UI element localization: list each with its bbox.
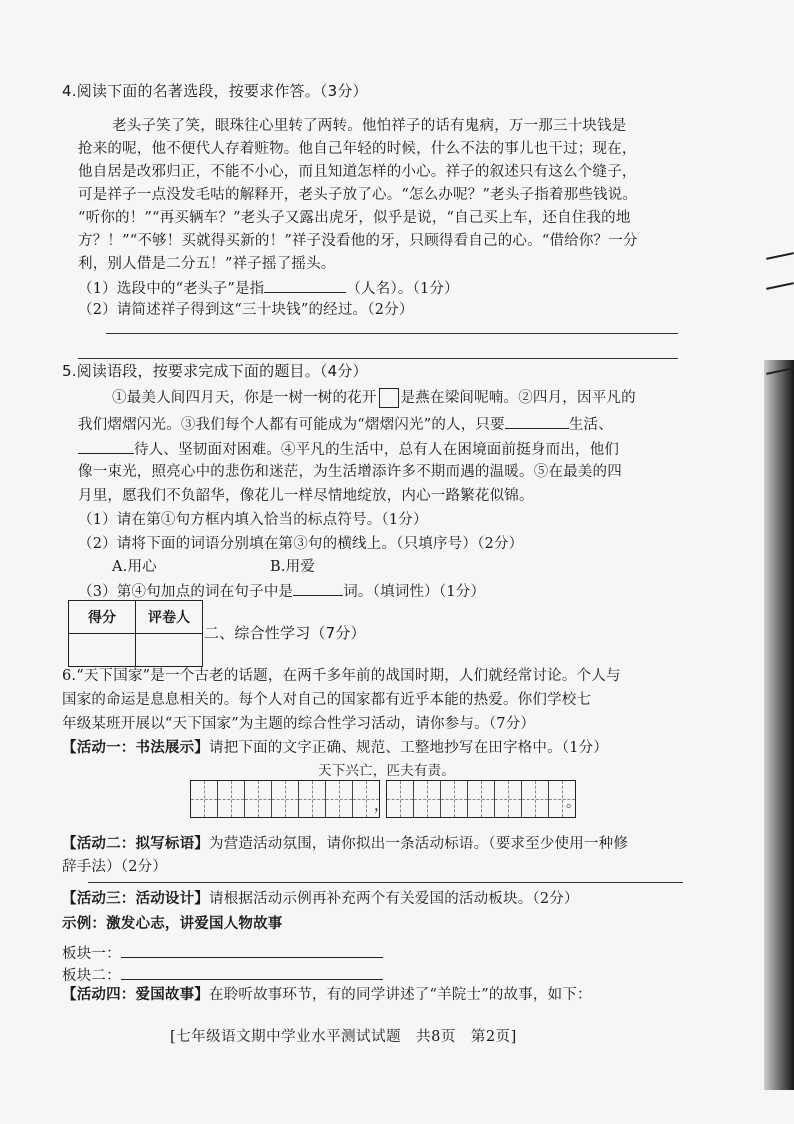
scan-mark	[766, 252, 794, 260]
block-2-blank[interactable]	[121, 963, 383, 980]
tianzige-grid[interactable]	[190, 780, 380, 818]
grid-period: 。	[566, 795, 581, 811]
block-1-label: 板块一：	[62, 946, 121, 962]
q5-blank[interactable]	[78, 437, 134, 454]
activity-2-text: 为营造活动氛围，请你拟出一条活动标语。（要求至少使用一种修	[209, 836, 629, 852]
q4-passage-line: 抢来的呢，他不便代人存着赃物。他自己年轻的时候，什么不法的事儿也干过；现在，	[78, 141, 637, 157]
page-footer: [七年级语文期中学业水平测试试题 共8页 第2页]	[170, 1029, 517, 1045]
q5-line2-suffix: 生活、	[568, 417, 613, 433]
score-table	[68, 600, 203, 667]
grid-comma: ，	[374, 798, 389, 814]
activity-1-text: 请把下面的文字正确、规范、工整地抄写在田字格中。（1分）	[209, 740, 609, 756]
q4-sub1-suffix: （人名）。（1分）	[346, 281, 459, 297]
q5-sub3-text: （3）第④句加点的词在句子中是	[78, 584, 294, 600]
q4-passage-line: 方？！”“不够！买就得买新的！”祥子没看他的牙，只顾得看自己的心。“借给你？一分	[78, 233, 638, 249]
q5-sub1: （1）请在第①句方框内填入恰当的标点符号。（1分）	[78, 512, 428, 528]
q5-option-a: A.用心	[112, 559, 157, 575]
q5-line3-text: 待人、坚韧面对困难。④平凡的生活中，总有人在困境面前挺身而出，他们	[134, 442, 620, 458]
section-heading: 二、综合性学习（7分）	[204, 624, 366, 642]
q4-passage-line: 可是祥子一点没发毛咕的解释开，老头子放了心。“怎么办呢？”老头子指着那些钱说。	[78, 187, 638, 203]
activity-2-label: 【活动二：拟写标语】	[62, 836, 209, 852]
activity-4-text: 在聆听故事环节，有的同学讲述了“羊院士”的故事，如下：	[209, 987, 592, 1003]
grader-header: 评卷人	[136, 601, 203, 634]
activity-1-label: 【活动一：书法展示】	[62, 740, 209, 756]
activity-3	[62, 888, 579, 910]
activity-4	[62, 984, 592, 1006]
q5-line	[112, 387, 636, 409]
q5-sub3-blank[interactable]	[293, 579, 343, 596]
q5-line: 月里，愿我们不负韶华，像花儿一样尽情地绽放，内心一路繁花似锦。	[78, 488, 534, 504]
q5-line1-text: ①最美人间四月天，你是一树一树的花开	[112, 390, 377, 406]
activity-example: 示例：激发心志，讲爱国人物故事	[62, 916, 283, 932]
q5-sub3-suffix: 词。（填词性）（1分）	[343, 584, 486, 600]
score-header: 得分	[69, 601, 136, 634]
block-1-blank[interactable]	[121, 941, 383, 958]
grader-cell[interactable]	[136, 634, 203, 667]
activity-4-label: 【活动四：爱国故事】	[62, 987, 209, 1003]
scan-mark	[766, 282, 794, 290]
q4-passage-line: 他自居是改邪归正，不能不小心，而且知道怎样的小心。祥子的叙述只有这么个缝子，	[78, 164, 637, 180]
activity-3-text: 请根据活动示例再补充两个有关爱国的活动板块。（2分）	[209, 891, 579, 907]
q5-line1-suffix: 是燕在梁间呢喃。②四月，因平凡的	[400, 390, 636, 406]
q4-passage-line: 老头子笑了笑，眼珠往心里转了两转。他怕祥子的话有鬼病，万一那三十块钱是	[112, 118, 627, 134]
q6-intro: 6.“天下国家”是一个古老的话题，在两千多年前的战国时期，人们就经常讨论。个人与	[62, 668, 621, 684]
q5-sub2: （2）请将下面的词语分别填在第③句的横线上。（只填序号）（2分）	[78, 536, 524, 552]
activity-1	[62, 737, 608, 759]
block-2-label: 板块二：	[62, 968, 121, 984]
q5-line2-text: 我们熠熠闪光。③我们每个人都有可能成为“熠熠闪光”的人，只要	[78, 417, 505, 433]
q5-line	[78, 412, 613, 436]
activity-2	[62, 833, 628, 855]
tianzige-grid[interactable]	[386, 780, 576, 818]
punctuation-box[interactable]	[379, 388, 399, 408]
q4-passage-line: 利，别人借是二分五！”祥子摇了摇头。	[78, 256, 336, 272]
calligraphy-source: 天下兴亡，匹夫有责。	[318, 763, 455, 779]
q5-line: 像一束光，照亮心中的悲伤和迷茫，为生活增添许多不期而遇的温暖。⑤在最美的四	[78, 464, 622, 480]
q4-sub1	[78, 276, 459, 300]
q4-answer-blank[interactable]	[264, 276, 346, 293]
q5-title: 5.阅读语段，按要求完成下面的题目。（4分）	[62, 362, 368, 380]
q4-answer-line[interactable]	[106, 333, 678, 334]
score-cell[interactable]	[69, 634, 136, 667]
q4-sub1-text: （1）选段中的“老头子”是指	[78, 281, 265, 297]
activity-3-label: 【活动三：活动设计】	[62, 891, 209, 907]
q4-answer-line[interactable]	[78, 358, 678, 359]
activity-2-cont: 辞手法）（2分）	[62, 859, 168, 875]
scan-shadow	[764, 360, 794, 1090]
q5-option-b: B.用爱	[270, 559, 316, 575]
q6-intro: 年级某班开展以“天下国家”为主题的综合性学习活动，请你参与。（7分）	[62, 716, 536, 732]
q4-sub2: （2）请简述祥子得到这“三十块钱”的经过。（2分）	[78, 302, 414, 318]
block-1	[62, 941, 383, 965]
q5-blank[interactable]	[505, 412, 569, 429]
q4-title: 4.阅读下面的名著选段，按要求作答。（3分）	[62, 82, 368, 100]
q5-line	[78, 437, 619, 461]
q4-passage-line: “听你的！”“再买辆车？”老头子又露出虎牙，似乎是说，“自己买上车，还自住我的地	[78, 210, 631, 226]
q6-intro: 国家的命运是息息相关的。每个人对自己的国家都有近乎本能的热爱。你们学校七	[62, 692, 592, 708]
slogan-answer-line[interactable]	[88, 882, 683, 883]
